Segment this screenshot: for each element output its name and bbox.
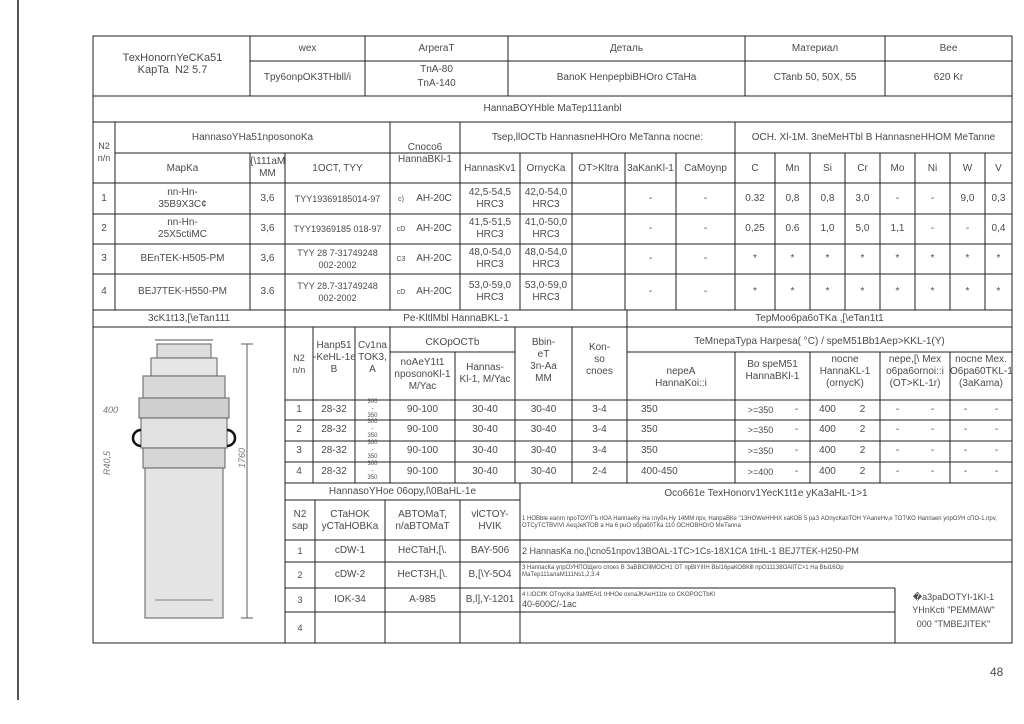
mode-col-speed2: Hannas- Kl-1, M/Yac bbox=[459, 362, 511, 385]
mat-row-chem-value: 5,0 bbox=[855, 223, 870, 234]
equip-row-auto: HeCT3H,[\. bbox=[397, 569, 448, 580]
equip-col-rect: vlCTOY- HVIK bbox=[471, 509, 509, 532]
temp-row-after-time: 2 bbox=[859, 404, 866, 415]
mat-row-diam: 3,6 bbox=[260, 253, 275, 264]
mat-row-num: 2 bbox=[101, 223, 107, 234]
mode-row-speed2: 30-40 bbox=[472, 466, 498, 477]
mat-row-diam: 3,6 bbox=[260, 223, 275, 234]
temp-row-during-time: - bbox=[794, 445, 799, 456]
temp-row-after: 400 bbox=[819, 445, 836, 456]
mode-row-step: 30-40 bbox=[530, 424, 557, 435]
mat-col-num: N2 n/n bbox=[97, 141, 111, 163]
mat-col-brand: MapKa bbox=[166, 163, 199, 174]
unit-label: ArperaT bbox=[418, 43, 455, 54]
mat-row-chem-value: * bbox=[860, 253, 865, 264]
mat-row-hard1: 53,0-59,0 HRC3 bbox=[468, 280, 512, 303]
mat-row-chem-value: 0,8 bbox=[785, 193, 800, 204]
mode-col-speed1: noAeY1t1 nposonoKl-1 M/Yac bbox=[394, 357, 451, 392]
mat-row-chem-value: * bbox=[753, 253, 757, 264]
mat-row-gost: TYY 28 7-31749248 002-2002 bbox=[297, 248, 378, 270]
mode-row-current: 300 - 350 bbox=[367, 419, 378, 439]
note-2: 2 HannasKa no,[\cno51npov13BOAL-1TC>1Cs-18X1CA 1tHL-1 BEJ7TEK-H250-PM bbox=[522, 546, 859, 556]
chem-col-header: W bbox=[962, 163, 973, 174]
temp-row-after-mech: - bbox=[963, 404, 968, 415]
temp-row-after: 400 bbox=[819, 466, 836, 477]
mode-row-num: 4 bbox=[296, 466, 302, 477]
temp-row-before-mech-time: - bbox=[930, 445, 935, 456]
mat-row-hard5: - bbox=[703, 223, 708, 234]
equip-row-auto: A-985 bbox=[409, 594, 436, 605]
mat-row-chem-value: * bbox=[753, 286, 757, 297]
mat-row-gost: TYY 28.7-31749248 002-2002 bbox=[297, 281, 378, 303]
chem-col-header: Mn bbox=[785, 163, 800, 174]
equip-row-num: 3 bbox=[297, 595, 303, 605]
mode-row-voltage: 28-32 bbox=[321, 424, 347, 435]
mode-row-layers: 2-4 bbox=[592, 466, 607, 477]
mat-row-chem-value: * bbox=[825, 253, 830, 264]
sketch-dim-length: 1760 bbox=[237, 447, 248, 469]
mat-row-chem-value: - bbox=[930, 193, 935, 204]
chem-col-header: V bbox=[995, 163, 1002, 174]
mode-col-layers: Kon- so cnoes bbox=[586, 342, 613, 377]
temp-row-after-time: 2 bbox=[859, 445, 866, 456]
temp-col-pre: nepeA HannaKoi::i bbox=[655, 366, 707, 389]
temp-row-before-mech-time: - bbox=[930, 424, 935, 435]
mat-row-chem-value: * bbox=[825, 286, 830, 297]
mat-col-hard3: OT>Kltra bbox=[578, 163, 619, 174]
mode-row-speed2: 30-40 bbox=[472, 445, 498, 456]
mat-row-hard4: - bbox=[648, 286, 653, 297]
mat-row-method: AH-20C bbox=[416, 253, 452, 264]
mat-row-diam: 3,6 bbox=[260, 193, 275, 204]
equip-row-rect: B,l],Y-1201 bbox=[465, 594, 515, 605]
mat-row-chem-value: * bbox=[996, 286, 1001, 297]
mat-row-method: AH-20C bbox=[416, 286, 452, 297]
temp-row-pre: 350 bbox=[641, 424, 658, 435]
developer-line-2: 000 "TMBEJITEK" bbox=[916, 619, 991, 629]
mode-row-current: 300 - 350 bbox=[367, 440, 378, 460]
shaft-sketch bbox=[95, 330, 283, 640]
developer-title: �a3paDOTYI-1KI-1 bbox=[912, 592, 995, 602]
mat-row-brand: BEJ7TEK-H550-PM bbox=[138, 286, 227, 297]
mat-row-hard2: 41,0-50,0 HRC3 bbox=[524, 217, 568, 240]
workshop-value: Tpy6onpOK3THbll/i bbox=[263, 72, 352, 83]
mat-col-hardness-group: Tsep,llOCTb HannasneHHOro MeTanna nocne: bbox=[491, 132, 704, 143]
temp-col-during: Bo speM51 HannaBKl-1 bbox=[745, 359, 800, 382]
equip-title: HannasoYHoe 06opy,l\0BaHL-1e bbox=[328, 486, 477, 497]
temp-row-before-mech-time: - bbox=[930, 404, 935, 415]
part-label: Деталь bbox=[609, 43, 644, 54]
temp-row-after-mech: - bbox=[963, 445, 968, 456]
mat-row-chem-value: 0,8 bbox=[820, 193, 835, 204]
mat-row-chem-value: * bbox=[860, 286, 865, 297]
mat-row-chem-value: * bbox=[895, 286, 900, 297]
mat-row-brand: nn-Hn- 25X5ctiMC bbox=[158, 217, 207, 240]
temp-row-during-time: - bbox=[794, 424, 799, 435]
mat-row-chem-value: 1,1 bbox=[890, 223, 905, 234]
material-value: CTanb 50, 50X, 55 bbox=[773, 72, 857, 83]
mat-col-method: Cnoco6 HannaBKl-1 bbox=[398, 142, 452, 165]
mat-col-hard2: OrnycKa bbox=[526, 163, 566, 174]
mat-row-chem-value: 0.6 bbox=[785, 223, 800, 234]
mat-col-hard5: CaMoynp bbox=[684, 163, 727, 174]
mat-row-hard5: - bbox=[703, 286, 708, 297]
mat-row-hard4: - bbox=[648, 253, 653, 264]
mat-row-gost: TYY19369185 018-97 bbox=[293, 224, 382, 234]
mode-row-speed1: 90-100 bbox=[406, 466, 439, 477]
mat-row-diam: 3.6 bbox=[260, 286, 275, 297]
mat-row-chem-value: * bbox=[895, 253, 900, 264]
temp-row-after: 400 bbox=[819, 404, 836, 415]
temp-row-during: >=350 bbox=[747, 405, 774, 415]
temp-row-after-mech: - bbox=[963, 424, 968, 435]
temp-row-before-mech: - bbox=[895, 466, 900, 477]
mat-row-method: AH-20C bbox=[416, 223, 452, 234]
equip-row-num: 1 bbox=[297, 546, 303, 556]
mat-row-method: AH-20C bbox=[416, 193, 452, 204]
temp-row-after: 400 bbox=[819, 424, 836, 435]
mat-row-method-mark: C3 bbox=[396, 256, 406, 263]
sketch-title: 3cK1t13,[\eTan111 bbox=[148, 313, 230, 324]
mat-col-diam: {\111aM MM bbox=[250, 156, 286, 179]
mat-row-chem-value: 1,0 bbox=[820, 223, 835, 234]
mode-row-step: 30-40 bbox=[530, 445, 557, 456]
mode-row-num: 2 bbox=[296, 424, 302, 435]
mode-row-step: 30-40 bbox=[530, 466, 557, 477]
mat-row-hard5: - bbox=[703, 193, 708, 204]
equip-col-auto: ABTOMaT, n/aBTOMaT bbox=[395, 509, 450, 532]
note-4b: 40-600С/-1ас bbox=[522, 599, 577, 609]
temp-row-after-time: 2 bbox=[859, 424, 866, 435]
mat-row-method-mark: cD bbox=[396, 226, 406, 233]
temp-row-during: >=400 bbox=[747, 467, 774, 477]
equip-row-machine: IOK-34 bbox=[334, 594, 366, 605]
mat-row-brand: BEnTEK-H505-PM bbox=[140, 253, 225, 264]
mat-row-chem-value: 0,4 bbox=[991, 223, 1006, 234]
page-number: 48 bbox=[990, 665, 1004, 679]
temp-col-after: nocne HannaKL-1 (ornycK) bbox=[819, 354, 871, 389]
mode-col-speed-group: CKOpOCTb bbox=[425, 337, 480, 348]
temp-row-pre: 350 bbox=[641, 445, 658, 456]
temp-row-after-mech-time: - bbox=[994, 404, 999, 415]
mat-row-chem-value: * bbox=[965, 286, 970, 297]
chem-col-header: Mo bbox=[890, 163, 905, 174]
mat-col-group: HannasoYHa51nposonoKa bbox=[191, 132, 314, 143]
mat-row-chem-value: 0.32 bbox=[745, 193, 765, 204]
mode-col-step: Bbin- eT 3n-Aa MM bbox=[530, 337, 557, 384]
weight-label: Bee bbox=[939, 43, 958, 54]
mode-row-voltage: 28-32 bbox=[321, 404, 347, 415]
unit-value-2: TnA-140 bbox=[417, 78, 456, 89]
temp-row-before-mech: - bbox=[895, 404, 900, 415]
chem-col-header: Si bbox=[823, 163, 832, 174]
mode-col-voltage: Hanp51 -KeHL-1e B bbox=[313, 340, 356, 375]
note-4: 4 I.lOClfK OTnycKa 3aMfEAI1 tHHOe oxnaJKAeH11te co CKOPOCTbKl bbox=[522, 592, 715, 598]
mode-row-voltage: 28-32 bbox=[321, 466, 347, 477]
weight-value: 620 Kr bbox=[933, 72, 964, 83]
mode-row-layers: 3-4 bbox=[592, 404, 607, 415]
mode-row-layers: 3-4 bbox=[592, 424, 607, 435]
mat-row-chem-value: - bbox=[895, 193, 900, 204]
temp-row-before-mech-time: - bbox=[930, 466, 935, 477]
equip-row-machine: cDW-1 bbox=[334, 545, 366, 556]
mat-row-method-mark: c) bbox=[398, 196, 404, 203]
equip-row-rect: B,[\Y-5O4 bbox=[468, 569, 512, 580]
temp-row-during: >=350 bbox=[747, 425, 774, 435]
mode-row-speed2: 30-40 bbox=[472, 404, 498, 415]
mode-row-num: 3 bbox=[296, 445, 302, 456]
temp-row-after-mech-time: - bbox=[994, 424, 999, 435]
mat-row-hard1: 48,0-54,0 HRC3 bbox=[468, 247, 512, 270]
mode-row-speed1: 90-100 bbox=[406, 445, 439, 456]
sketch-dim-radius: R40,5 bbox=[102, 450, 113, 476]
materials-title: HannaBOYHble MaTep111anbl bbox=[483, 103, 622, 114]
mat-row-hard5: - bbox=[703, 253, 708, 264]
chem-col-header: Ni bbox=[927, 163, 938, 174]
mode-row-step: 30-40 bbox=[530, 404, 557, 415]
mode-row-current: 300 - 350 bbox=[367, 461, 378, 481]
equip-row-rect: BAY-506 bbox=[470, 545, 510, 556]
mode-row-num: 1 bbox=[296, 404, 302, 415]
temp-row-after-mech-time: - bbox=[994, 445, 999, 456]
unit-value-1: TnA-80 bbox=[420, 64, 453, 75]
equip-row-auto: HeCTaH,[\. bbox=[398, 545, 447, 556]
temp-row-after-time: 2 bbox=[859, 466, 866, 477]
temp-row-during-time: - bbox=[794, 466, 799, 477]
mat-row-gost: TYY19369185014-97 bbox=[294, 194, 381, 204]
mat-row-chem-value: * bbox=[930, 286, 935, 297]
binding-line bbox=[17, 0, 19, 700]
equip-row-num: 4 bbox=[297, 623, 303, 633]
equip-row-machine: cDW-2 bbox=[334, 569, 366, 580]
mode-row-speed1: 90-100 bbox=[406, 404, 439, 415]
mode-row-voltage: 28-32 bbox=[321, 445, 347, 456]
workshop-label: wex bbox=[298, 43, 317, 54]
mat-row-chem-value: * bbox=[996, 253, 1001, 264]
mat-row-brand: nn-Hn- 35B9X3C¢ bbox=[158, 187, 207, 210]
mode-col-num: N2 n/n bbox=[292, 353, 306, 375]
note-1: 1 HOBble eanrn nроТОУlТЪ rlOA НаппаеКу На глубн,Ну 14ММ прv, НапраВКе "13НОWеНННХ каКОВ 5 раЗ АОпусКапТОН YАаnеНv,е ТОТ\КО Наппаеп упрОУН сПО-1.прv, ОТСуТСТВVIVI АeqJеКТОВ а На 6 рuО обраб0ТКа 110 ОСНОВНОrО МеТаnnа bbox=[522, 516, 997, 529]
mat-col-gost: 1OCT, TYY bbox=[312, 163, 363, 174]
mat-row-chem-value: - bbox=[965, 223, 970, 234]
developer-line-1: YHnKcti "PEMMAW" bbox=[912, 605, 995, 615]
mat-row-chem-value: * bbox=[965, 253, 970, 264]
mat-row-hard2: 48,0-54,0 HRC3 bbox=[524, 247, 568, 270]
mat-col-chem-group: OCH. Xl-1M. 3neMeHTbl B HannasneHHOM MeTanne bbox=[751, 132, 996, 143]
mat-row-chem-value: * bbox=[790, 286, 795, 297]
mat-col-hard1: HannasKv1 bbox=[464, 163, 516, 174]
mode-title: Pe-KltlMbl HannaBKL-1 bbox=[403, 313, 509, 324]
material-label: Материал bbox=[791, 43, 839, 54]
mat-row-method-mark: cD bbox=[396, 289, 406, 296]
mode-col-current: Cv1na TOK3, A bbox=[358, 340, 387, 375]
card-title: ТехHonornYeCKa51 KapTa N2 5.7 bbox=[122, 52, 223, 76]
temp-group: TeMnepaTypa Harpesa( °C) / speM51Bb1Aep>KKL-1(Y) bbox=[694, 336, 945, 347]
mat-row-hard1: 42,5-54,5 HRC3 bbox=[468, 187, 512, 210]
mat-row-chem-value: 0,25 bbox=[745, 223, 765, 234]
mode-row-speed1: 90-100 bbox=[406, 424, 439, 435]
temp-row-after-mech: - bbox=[963, 466, 968, 477]
temp-row-before-mech: - bbox=[895, 445, 900, 456]
temp-col-after-mech: nocne Mex. O6pa60TKL-1 (3aKama) bbox=[950, 354, 1013, 389]
note-3: 3 НаппасКа упрОУНПОЩеrо споеs В ЗаВВlClllMOCH1 ОТ прВlYIIIН ВЬl16раКОВКlll прО111З8ОАllТС>1 На ВЫ16Ор МаТер111алаМ111Ns1,2,3.4 bbox=[522, 565, 844, 578]
part-value: BanoK HenpepbiBHOro CTaHa bbox=[556, 72, 697, 83]
mat-row-chem-value: 9,0 bbox=[960, 193, 975, 204]
notes-title: Oco661e TexHonorv1YecK1t1e yKa3aHL-1>1 bbox=[664, 488, 868, 499]
temp-row-after-mech-time: - bbox=[994, 466, 999, 477]
equip-col-machine: CTaHOK yCTaHOBKa bbox=[321, 509, 379, 532]
mat-row-num: 4 bbox=[101, 286, 107, 297]
mat-row-hard2: 53,0-59,0 HRC3 bbox=[524, 280, 568, 303]
temp-row-pre: 400-450 bbox=[641, 466, 678, 477]
mat-row-chem-value: 0,3 bbox=[991, 193, 1006, 204]
chem-col-header: C bbox=[751, 163, 759, 174]
temp-row-before-mech: - bbox=[895, 424, 900, 435]
temp-row-during: >=350 bbox=[747, 446, 774, 456]
mode-row-speed2: 30-40 bbox=[472, 424, 498, 435]
heat-title: TepMoo6pa6oTKa ,[\eTan1t1 bbox=[755, 313, 884, 324]
mat-row-chem-value: 3,0 bbox=[855, 193, 870, 204]
equip-col-num: N2 sap bbox=[291, 509, 309, 532]
mat-row-hard4: - bbox=[648, 223, 653, 234]
mat-row-num: 3 bbox=[101, 253, 107, 264]
mat-col-hard4: 3aKanKl-1 bbox=[627, 163, 674, 174]
temp-row-during-time: - bbox=[794, 404, 799, 415]
mode-row-layers: 3-4 bbox=[592, 445, 607, 456]
mat-row-chem-value: * bbox=[790, 253, 795, 264]
mat-row-num: 1 bbox=[101, 193, 107, 204]
equip-row-num: 2 bbox=[297, 570, 303, 580]
temp-row-pre: 350 bbox=[641, 404, 658, 415]
chem-col-header: Cr bbox=[857, 163, 868, 174]
mat-row-hard1: 41,5-51,5 HRC3 bbox=[468, 217, 512, 240]
mat-row-hard4: - bbox=[648, 193, 653, 204]
mode-row-current: 300 - 350 bbox=[367, 399, 378, 419]
mat-row-chem-value: * bbox=[930, 253, 935, 264]
mat-row-hard2: 42,0-54,0 HRC3 bbox=[524, 187, 568, 210]
temp-col-before-mech: nepe,[\ Mex o6pa6ornoi::i (OT>KL-1r) bbox=[886, 354, 944, 389]
mat-row-chem-value: - bbox=[930, 223, 935, 234]
sketch-dim-side: 400 bbox=[103, 405, 119, 415]
